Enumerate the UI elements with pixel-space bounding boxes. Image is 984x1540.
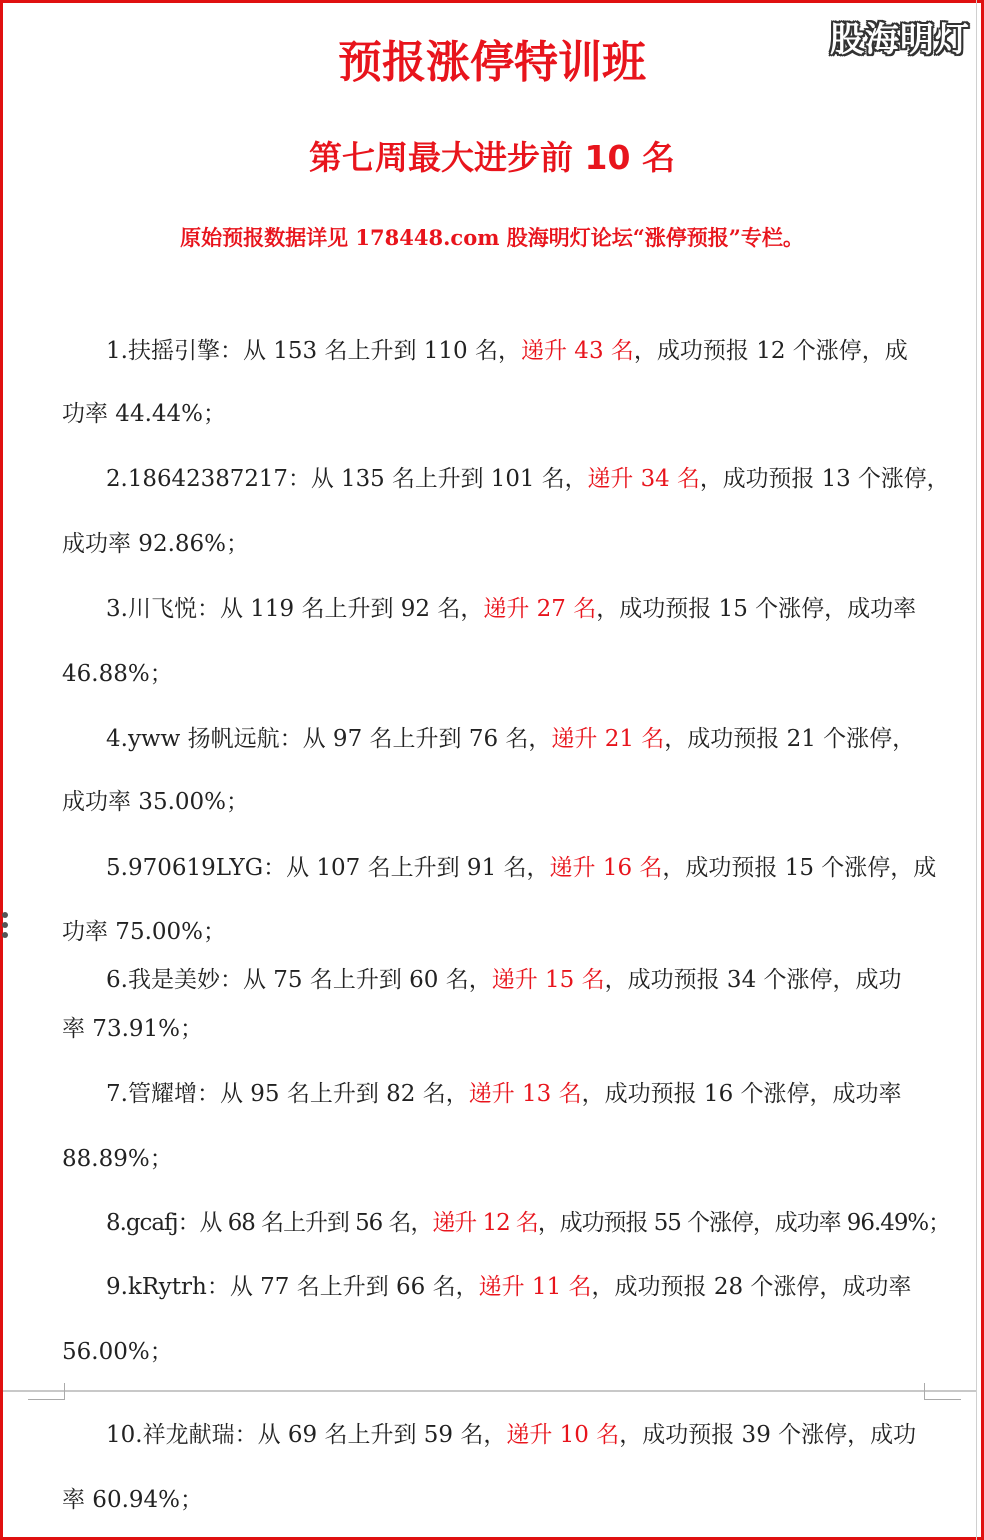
entry-text: 8.gcafj：从 68 名上升到 56 名， [106, 1210, 433, 1236]
source-note: 原始预报数据详见 178448.com 股海明灯论坛“涨停预报”专栏。 [180, 225, 804, 250]
rise-text: 递升 10 名 [506, 1422, 620, 1448]
watermark-logo: 股海明灯 [830, 20, 970, 60]
more-options-icon[interactable] [0, 912, 8, 942]
entry-text: ，成功预报 15 个涨停，成 [662, 855, 937, 881]
page-title: 预报涨停特训班 [338, 37, 646, 88]
entry-line-2: 成功率 92.86%； [62, 531, 250, 557]
entry-line-2: 88.89%； [62, 1146, 173, 1172]
entry-text: 10.祥龙献瑞：从 69 名上升到 59 名， [106, 1422, 507, 1448]
entry-text: ，成功预报 16 个涨停，成功率 [581, 1081, 902, 1107]
entry-text: 5.970619LYG：从 107 名上升到 91 名， [106, 855, 550, 881]
page-break-line [3, 1390, 976, 1392]
entry-line-2: 46.88%； [62, 661, 173, 687]
entry-line-2: 功率 44.44%； [62, 401, 227, 427]
entry-text: 3.川飞悦：从 119 名上升到 92 名， [106, 596, 484, 622]
entry-line-2: 率 60.94%； [62, 1487, 204, 1513]
rise-text: 递升 15 名 [491, 967, 605, 993]
rise-text: 递升 27 名 [483, 596, 597, 622]
entry-text: 2.18642387217：从 135 名上升到 101 名， [106, 466, 588, 492]
entry-line-2: 率 73.91%； [62, 1016, 204, 1042]
entry-text: ，成功预报 15 个涨停，成功率 [596, 596, 917, 622]
entry-text: 1.扶摇引擎：从 153 名上升到 110 名， [106, 338, 521, 364]
entry-text: ，成功预报 55 个涨停，成功率 96.49%； [537, 1210, 951, 1236]
rise-text: 递升 12 名 [432, 1210, 538, 1236]
entry-line-2: 56.00%； [62, 1339, 173, 1365]
entry-text: 9.kRytrh：从 77 名上升到 66 名， [106, 1274, 479, 1300]
rise-text: 递升 16 名 [549, 855, 663, 881]
rise-text: 递升 13 名 [468, 1081, 582, 1107]
page-subtitle: 第七周最大进步前 10 名 [309, 138, 675, 177]
entry-text: ，成功预报 28 个涨停，成功率 [591, 1274, 912, 1300]
entry-text: 4.yww 扬帆远航：从 97 名上升到 76 名， [106, 726, 552, 752]
page-corner-mark-left [28, 1383, 65, 1400]
page-corner-mark-right [924, 1383, 961, 1400]
entry-text: ，成功预报 39 个涨停，成功 [619, 1422, 917, 1448]
entry-text: 6.我是美妙：从 75 名上升到 60 名， [106, 967, 492, 993]
entry-text: 7.管耀增：从 95 名上升到 82 名， [106, 1081, 469, 1107]
entry-text: ，成功预报 12 个涨停，成 [633, 338, 908, 364]
entry-text: ，成功预报 34 个涨停，成功 [604, 967, 902, 993]
entry-text: ，成功预报 13 个涨停， [699, 466, 950, 492]
entry-line-2: 成功率 35.00%； [62, 789, 250, 815]
rise-text: 递升 43 名 [521, 338, 634, 364]
rise-text: 递升 11 名 [478, 1274, 592, 1300]
rise-text: 递升 21 名 [551, 726, 665, 752]
rise-text: 递升 34 名 [587, 466, 700, 492]
entry-text: ，成功预报 21 个涨停， [664, 726, 916, 752]
entry-line-2: 功率 75.00%； [62, 919, 227, 945]
